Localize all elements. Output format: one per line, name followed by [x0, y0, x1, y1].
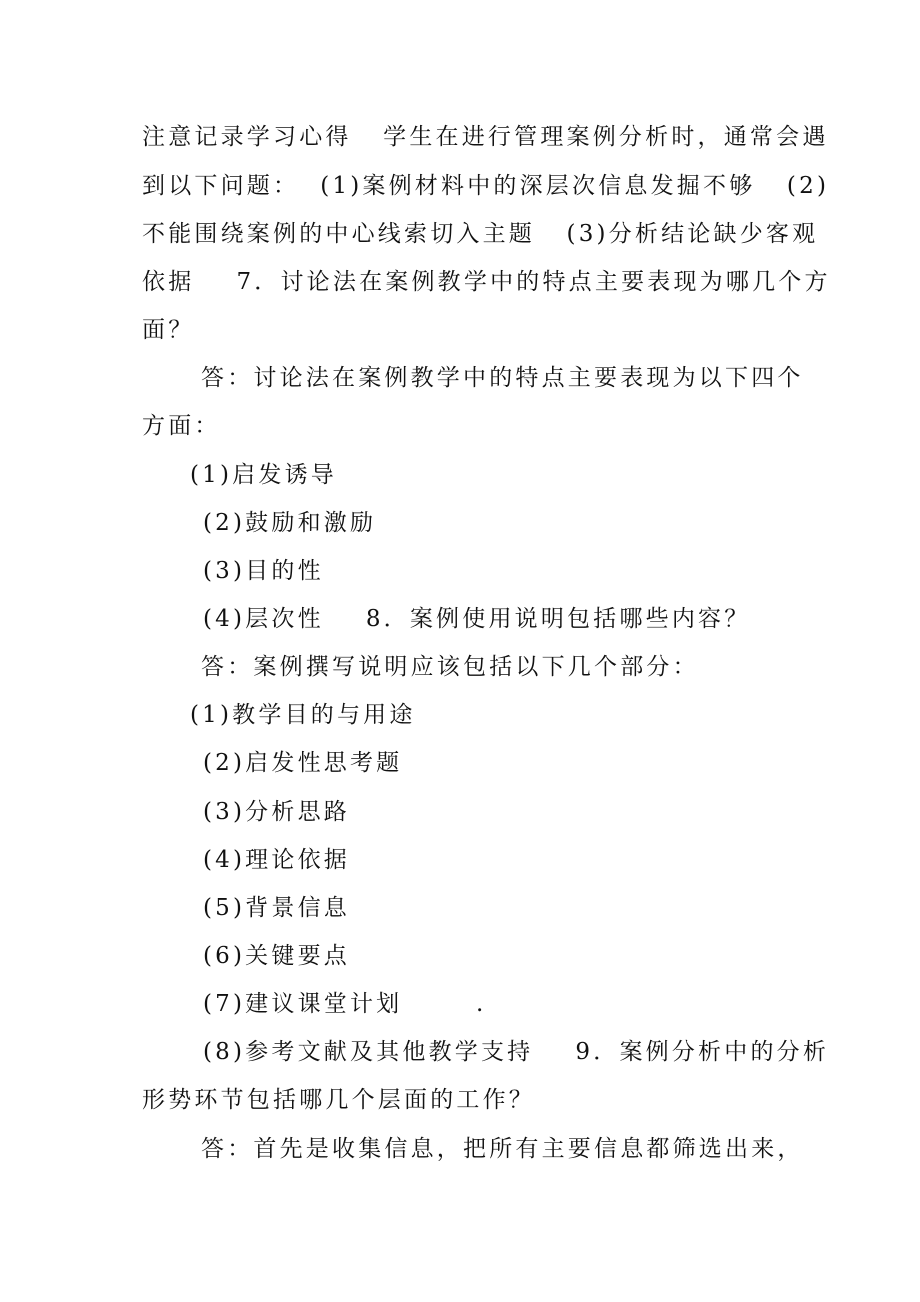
answer-paragraph: 答：首先是收集信息，把所有主要信息都筛选出来，	[201, 1136, 804, 1162]
list-item: (4)层次性 8．案例使用说明包括哪些内容？	[203, 606, 751, 632]
list-item: (2)启发性思考题	[203, 750, 403, 776]
list-item: (8)参考文献及其他教学支持 9．案例分析中的分析	[203, 1039, 830, 1065]
list-item: (1)启发诱导	[190, 462, 337, 488]
list-item: (6)关键要点	[203, 943, 350, 969]
list-item: (5)背景信息	[203, 895, 350, 921]
list-item: (7)建议课堂计划 .	[203, 991, 487, 1017]
list-item: (4)理论依据	[203, 847, 350, 873]
list-item: (3)目的性	[203, 558, 324, 584]
answer-paragraph: 答：讨论法在案例教学中的特点主要表现为以下四个	[201, 365, 804, 391]
text-line: 方面：	[142, 413, 221, 439]
text-line: 面？	[142, 317, 195, 343]
list-item: (1)教学目的与用途	[190, 702, 416, 728]
text-line: 依据 7．讨论法在案例教学中的特点主要表现为哪几个方	[142, 269, 831, 295]
text-line: 不能围绕案例的中心线索切入主题 (3)分析结论缺少客观	[142, 221, 819, 247]
text-line: 注意记录学习心得 学生在进行管理案例分析时，通常会遇	[142, 124, 829, 150]
list-item: (3)分析思路	[203, 799, 350, 825]
text-line: 形势环节包括哪几个层面的工作？	[142, 1087, 535, 1113]
answer-paragraph: 答：案例撰写说明应该包括以下几个部分：	[201, 654, 699, 680]
text-line: 到以下问题： (1)案例材料中的深层次信息发掘不够 (2)	[142, 173, 830, 199]
list-item: (2)鼓励和激励	[203, 510, 377, 536]
